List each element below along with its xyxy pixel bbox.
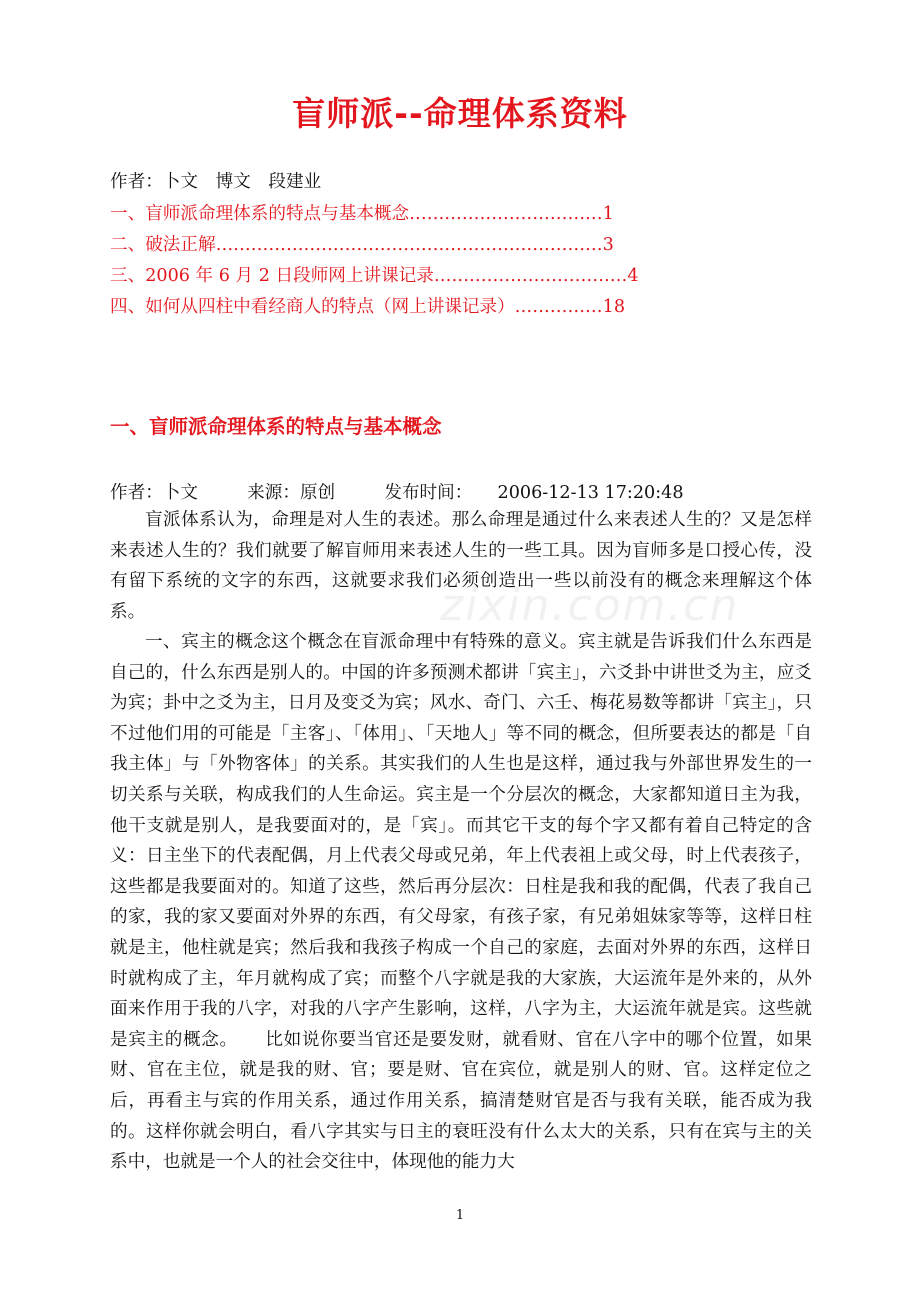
- toc-item-page: 18: [602, 297, 626, 317]
- authors-line: 作者：卜文 博文 段建业: [110, 172, 322, 192]
- document-title: 盲师派--命理体系资料: [292, 94, 628, 133]
- toc-item-label: 四、如何从四柱中看经商人的特点（网上讲课记录）: [110, 297, 515, 317]
- meta-author: 作者：卜文: [110, 483, 198, 503]
- toc-item-page: 4: [627, 266, 639, 286]
- toc-item-3[interactable]: [110, 262, 639, 287]
- paragraph-1: 盲派体系认为，命理是对人生的表述。那么命理是通过什么来表述人生的？又是怎样来表述人生的？我们就要了解盲师用来表述人生的一些工具。因为盲师多是口授心传，没有留下系统的文字的东西，这就要求我们必须创造出一些以前没有的概念来理解这个体系。: [110, 510, 812, 622]
- toc-item-label: 一、盲师派命理体系的特点与基本概念: [110, 204, 410, 224]
- toc-item-leader: ……………: [514, 297, 603, 317]
- toc-item-leader: …………………………………………………………: [215, 235, 603, 255]
- toc-item-leader: ……………………………: [409, 204, 603, 224]
- toc-item-leader: ……………………………: [433, 266, 628, 286]
- toc-item-label: 二、破法正解: [110, 235, 216, 255]
- meta-source: 来源：原创: [247, 483, 336, 503]
- toc-item-page: 1: [602, 204, 614, 224]
- toc-item-label: 三、2006 年 6 月 2 日段师网上讲课记录: [110, 266, 434, 286]
- paragraph-2: 一、宾主的概念这个概念在盲派命理中有特殊的意义。宾主就是告诉我们什么东西是自己的，什么东西是别人的。中国的许多预测术都讲「宾主」，六爻卦中讲世爻为主，应爻为宾；卦中之爻为主，日月及变爻为宾；风水、奇门、六壬、梅花易数等都讲「宾主」，只不过他们用的可能是「主客」、「体用」、「天地人」等不同的概念，但所要表达的都是「自我主体」与「外物客体」的关系。其实我们的人生也是这样，通过我与外部世界发生的一切关系与关联，构成我们的人生命运。宾主是一个分层次的概念，大家都知道日主为我，他干支就是别人，是我要面对的，是「宾」。而其它干支的每个字又都有着自己特定的含义：日主坐下的代表配偶，月上代表父母或兄弟，年上代表祖上或父母，时上代表孩子，这些都是我要面对的。知道了这些，然后再分层次：日柱是我和我的配偶，代表了我自己的家，我的家又要面对外界的东西，有父母家，有孩子家，有兄弟姐妹家等等，这样日柱就是主，他柱就是宾；然后我和我孩子构成一个自己的家庭，去面对外界的东西，这样日时就构成了主，年月就构成了宾；而整个八字就是我的大家族，大运流年是外来的，从外面来作用于我的八字，对我的八字产生影响，这样，八字为主，大运流年就是宾。这些就是宾主的概念。 比如说你要当官还是要发财，就看财、官在八字中的哪个位置，如果财、官在主位，就是我的财、官；要是财、官在宾位，就是别人的财、官。这样定位之后，再看主与宾的作用关系，通过作用关系，搞清楚财官是否与我有关联，能否成为我的。这样你就会明白，看八字其实与日主的衰旺没有什么太大的关系，只有在宾与主的关系中，也就是一个人的社会交往中，体现他的能力大: [110, 632, 812, 1173]
- page-number: 1: [455, 1208, 465, 1223]
- meta-time-label: 发布时间：: [384, 483, 473, 503]
- toc-item-1[interactable]: [110, 200, 614, 225]
- section-heading: 一、盲师派命理体系的特点与基本概念: [110, 415, 442, 438]
- watermark: zixin.com.cn: [440, 580, 740, 631]
- toc-item-4[interactable]: [110, 293, 625, 318]
- section-meta: [110, 479, 684, 504]
- meta-time: 2006-12-13 17:20:48: [497, 483, 684, 503]
- toc-item-page: 3: [602, 235, 614, 255]
- toc-item-2[interactable]: [110, 231, 614, 256]
